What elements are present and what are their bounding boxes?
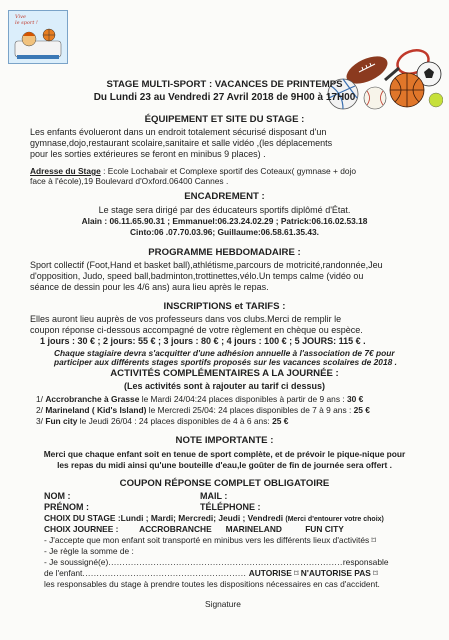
coupon-mail-label: MAIL :	[200, 491, 228, 501]
coupon-somme-line: - Je règle la somme de :	[44, 546, 134, 556]
inscriptions-heading: INSCRIPTIONS et TARIFS :	[163, 301, 286, 312]
address-line-2: face à l'école),19 Boulevard d'Oxford.06400 Cannes .	[30, 176, 229, 186]
coupon-choix-note: (Merci d'entourer votre choix)	[285, 516, 384, 523]
logo-illustration	[9, 11, 67, 63]
note-line-2: les repas du midi ainsi qu'une bouteille d'eau,le goûter de fin de journée sera offert .	[57, 460, 392, 470]
activite-name-2: Marineland ( Kid's Island)	[45, 405, 147, 415]
stage-title: STAGE MULTI-SPORT : VACANCES DE PRINTEMPS	[106, 79, 343, 90]
activite-item-1: 1/ Accrobranche à Grasse le Mardi 24/04:24 places disponibles à partir de 9 ans : 30 €	[36, 394, 364, 404]
encadrement-intro: Le stage sera dirigé par des éducateurs sportifs diplômé d'État.	[98, 205, 351, 215]
activite-price-3: 25 €	[272, 416, 289, 426]
coupon-accept-line: - J'accepte que mon enfant soit transporté en minibus vers les différents lieux d'activités ⌑	[44, 535, 376, 545]
inscriptions-line-1: Elles auront lieu auprès de vos professeurs dans vos clubs.Merci de remplir le	[30, 314, 342, 324]
address-text-1: : Ecole Lochabair et Complexe sportif des Coteaux( gymnase + dojo	[100, 166, 357, 176]
checkbox-icon[interactable]: ⌑	[373, 568, 378, 578]
checkbox-icon[interactable]: ⌑	[371, 535, 376, 545]
activite-item-3: 3/ Fun city le Jeudi 26/04 : 24 places disponibles de 4 à 6 ans: 25 €	[36, 416, 289, 426]
activites-subheading: (Les activités sont à rajouter au tarif ci dessus)	[123, 381, 326, 391]
equipement-line-3: pour les sorties extérieures se feront en minibus 9 places) .	[30, 149, 266, 159]
adhesion-note-2: participer aux différents stages sportifs proposés sur les vacances scolaires de 2018 .	[54, 357, 397, 367]
autorise-pas-option[interactable]: N'AUTORISE PAS	[300, 568, 371, 578]
stage-dates: Du Lundi 23 au Vendredi 27 Avril 2018 de 9H00 à 17H00	[93, 92, 356, 103]
note-line-1: Merci que chaque enfant soit en tenue de sport complète, et de prévoir le pique-nique pour	[43, 449, 406, 459]
coupon-telephone-label: TÉLÉPHONE :	[200, 502, 261, 512]
contacts-line-1: Alain : 06.11.65.90.31 ; Emmanuel:06.23.24.02.29 ; Patrick:06.16.02.53.18	[81, 216, 368, 226]
note-heading: NOTE IMPORTANTE :	[175, 435, 274, 446]
coupon-soussigne-line: - Je soussigné(e)...................................................................................responsable	[44, 557, 389, 567]
coupon-heading: COUPON RÉPONSE COMPLET OBLIGATOIRE	[119, 478, 330, 489]
signature-label: Signature	[205, 599, 241, 609]
address-line-1	[30, 167, 356, 175]
coupon-responsables-line: les responsables du stage à prendre toutes les dispositions nécessaires en cas d'accident.	[44, 579, 380, 589]
coupon-enfant-line: de l'enfant.......................................................... AUTORISE ⌑ N'AUTORISE PAS ⌑	[44, 568, 378, 578]
programme-line-3: séance de dessin pour les 4/6 ans) aura lieu après le repas.	[30, 282, 269, 292]
programme-line-2: d'opposition, Judo, speed ball,badminton,trottinettes,vélo.Un temps calme (vidéo ou	[30, 271, 364, 281]
inscriptions-line-2: coupon réponse ci-dessous accompagné de votre règlement en chèque ou espèce.	[30, 325, 363, 335]
checkbox-icon[interactable]: ⌑	[294, 568, 299, 578]
autorise-option[interactable]: AUTORISE	[248, 568, 292, 578]
coupon-choix-stage: CHOIX DU STAGE :Lundi ; Mardi; Mercredi; Jeudi ; Vendredi (Merci d'entourer votre choix)	[44, 513, 384, 523]
activite-name-1: Accrobranche à Grasse	[45, 394, 140, 404]
club-logo	[8, 10, 68, 64]
coupon-nom-label: NOM :	[44, 491, 71, 501]
activite-item-2: 2/ Marineland ( Kid's Island) le Mercredi 25/04: 24 places disponibles de 7 à 9 ans : 25 €	[36, 405, 370, 415]
address-label: Adresse du Stage	[30, 166, 101, 176]
logo-text: Vive le sport !	[15, 14, 38, 26]
equipement-heading: ÉQUIPEMENT ET SITE DU STAGE :	[144, 114, 305, 125]
activite-price-1: 30 €	[347, 394, 364, 404]
activite-name-3: Fun city	[45, 416, 78, 426]
programme-heading: PROGRAMME HEBDOMADAIRE :	[148, 247, 301, 258]
adhesion-note-1: Chaque stagiaire devra s'acquitter d'une adhésion annuelle à l'association de 7€ pour	[54, 348, 395, 358]
contacts-line-2: Cinto:06 .07.70.03.96; Guillaume:06.58.61.35.43.	[129, 227, 319, 237]
activites-heading: ACTIVITÉS COMPLÉMENTAIRES A LA JOURNÉE :	[110, 368, 339, 379]
encadrement-heading: ENCADREMENT :	[184, 191, 265, 202]
programme-line-1: Sport collectif (Foot,Hand et basket ball),athlétisme,parcours de motricité,randonnée,Jeu	[30, 260, 383, 270]
coupon-responsable: responsable	[342, 557, 389, 567]
equipement-line-1: Les enfants évolueront dans un endroit totalement sécurisé disposant d'un	[30, 127, 327, 137]
coupon-choix-journee: CHOIX JOURNEE : ACCROBRANCHE MARINELAND FUN CITY	[44, 524, 344, 534]
coupon-prenom-label: PRÉNOM :	[44, 502, 89, 512]
activite-price-2: 25 €	[353, 405, 370, 415]
tarifs-line: 1 jours : 30 € ; 2 jours: 55 € ; 3 jours : 80 € ; 4 jours : 100 € ; 5 JOURS: 115 € .	[40, 336, 366, 346]
equipement-line-2: gymnase,dojo,restaurant scolaire,sanitaire et salle vidéo ,(les déplacements	[30, 138, 333, 148]
